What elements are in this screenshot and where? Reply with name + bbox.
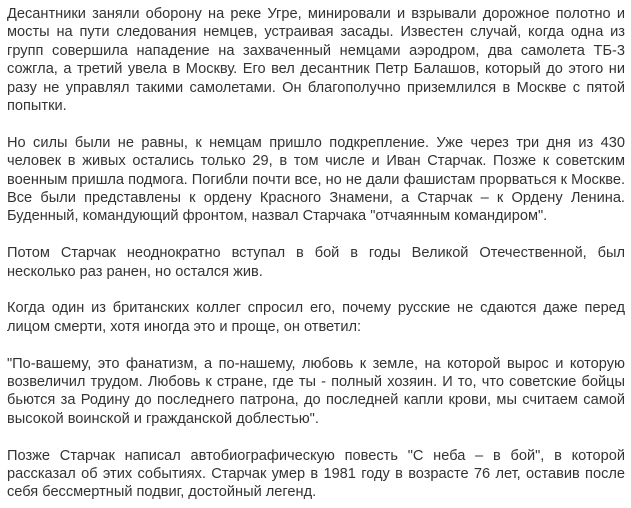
paragraph-defense-ugra: Десантники заняли оборону на реке Угре, минировали и взрывали дорожное полотно и мосты на пути следования немцев, устраивая засады. Известен случай, когда одна из групп совершила нападение на захваченный немцами аэродром, два самолета ТБ-3 сожгла, а третий увела в Москву. Его вел десантник Петр Балашов, который до этого ни разу не управлял такими самолетами. Он благополучно приземлился в Москве с пятой попытки. (7, 6, 625, 115)
paragraph-wounded: Потом Старчак неоднократно вступал в бой в годы Великой Отечественной, был несколько раз ранен, но остался жив. (7, 245, 625, 280)
paragraph-autobiography: Позже Старчак написал автобиографическую повесть "С неба – в бой", в которой рассказал об этих событиях. Старчак умер в 1981 году в возрасте 76 лет, оставив после себя бессмертный подвиг, достойный легенд. (7, 447, 625, 501)
paragraph-reinforcements: Но силы были не равны, к немцам пришло подкрепление. Уже через три дня из 430 человек в живых остались только 29, в том числе и Иван Старчак. Позже к советским военным пришла подмога. Погибли почти все, но не дали фашистам прорваться к Москве. Все были представлены к ордену Красного Знамени, а Старчак – к Ордену Ленина. Буденный, командующий фронтом, назвал Старчака "отчаянным командиром". (7, 134, 625, 225)
paragraph-british-question: Когда один из британских коллег спросил его, почему русские не сдаются даже перед лицом смерти, хотя иногда это и проще, он ответил: (7, 300, 625, 335)
paragraph-quote: "По-вашему, это фанатизм, а по-нашему, любовь к земле, на которой вырос и которую возвеличил трудом. Любовь к стране, где ты - полный хозяин. И то, что советские бойцы бьются за Родину до последнего патрона, до последней капли крови, мы считаем самой высокой воинской и гражданской доблестью". (7, 355, 625, 427)
